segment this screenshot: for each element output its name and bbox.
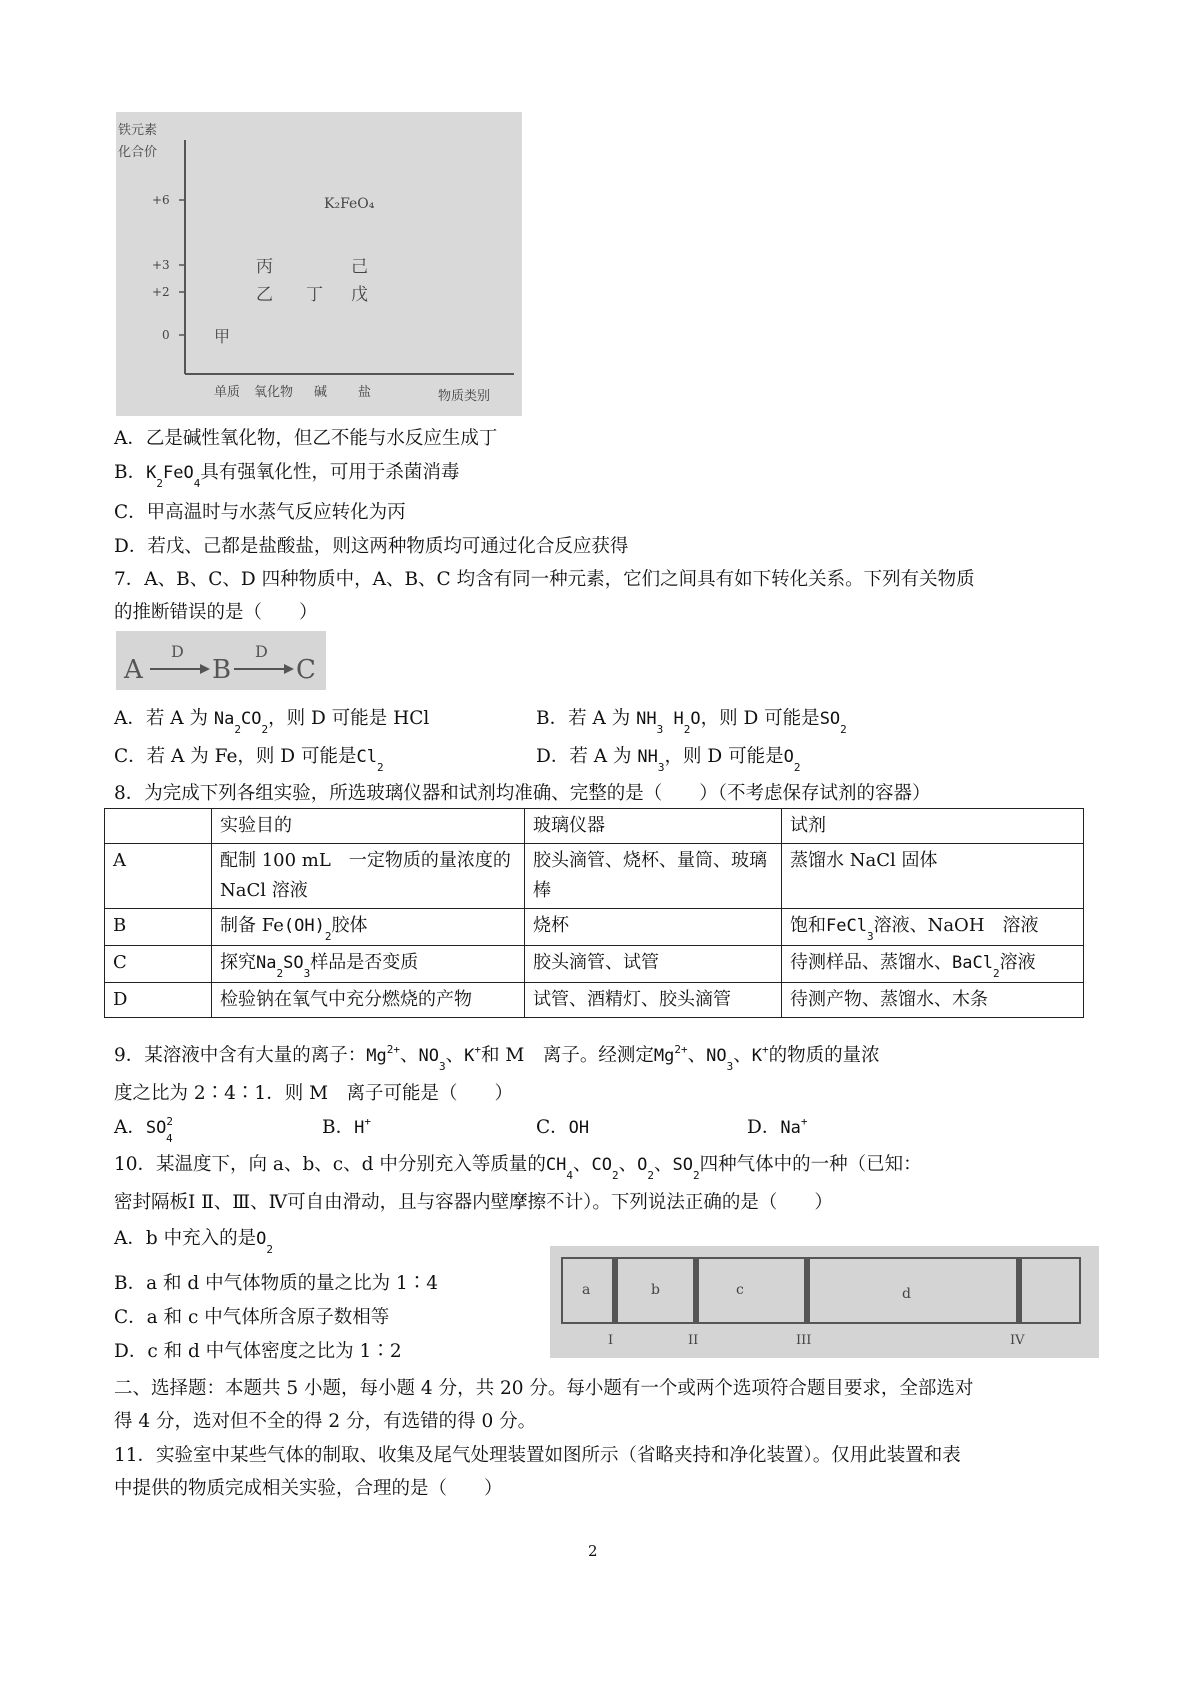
q7-option-b-tail: ，则 D 可能是 [700,708,820,729]
table-header-cell [105,809,212,844]
q7-option-c [114,745,384,774]
q9-option-a-label: A． [114,1117,146,1138]
formula-cl2: $Cl_2$ [356,747,384,774]
fig1-ji: 己 [351,257,368,277]
q7-conversion-svg [116,631,326,690]
q7-fig-d2: D [255,642,268,661]
q10-option-c: C．a 和 c 中气体所含原子数相等 [114,1307,390,1328]
q7-option-a [114,707,430,736]
formula-ch4: $CH_4$ [545,1155,573,1182]
table-row [105,946,1084,983]
q8-stem: 8．为完成下列各组实验，所选玻璃仪器和试剂均准确、完整的是（ ）（不考虑保存试剂的容器） [114,783,931,804]
q9-option-c [536,1116,589,1140]
table-row [105,844,1084,909]
ion-oh: OH [568,1118,590,1138]
fig1-yi: 乙 [256,285,273,305]
row-reagent [782,946,1084,983]
ion-k-2: K+ [751,1043,769,1066]
q10-option-a [114,1227,273,1256]
section2-line2: 得 4 分，选对但不全的得 2 分，有选错的得 0 分。 [114,1411,537,1432]
q9-text-g: 的物质的量浓 [768,1045,880,1066]
fig1-xlabel: 物质类别 [438,389,491,404]
q10-text-b: 四种气体中的一种（已知： [699,1154,922,1175]
row-reagent: 蒸馏水 NaCl 固体 [782,844,1084,909]
q9-option-d [747,1116,807,1142]
row-purpose-pre: 探究 [220,952,256,973]
formula-nh3h2o: $NH_3$ $H_2O$ [636,709,701,736]
q9-option-b-label: B． [322,1117,355,1138]
q10-fig-a: a [582,1282,591,1298]
page-number: 2 [588,1542,598,1560]
ion-no3: $NO_3$ [418,1046,446,1073]
q10-option-b: B．a 和 d 中气体物质的量之比为 1∶4 [114,1273,439,1294]
q9-option-d-label: D． [747,1117,781,1138]
q9-text-d: 和 M 离子。经测定 [481,1045,654,1066]
q10-stem-line1: 10．某温度下，向 a、b、c、d 中分别充入等质量的$CH_4$、$CO_2$、$O_2$、$SO_2$四种气体中的一种（已知： [114,1154,922,1182]
fig1-wu: 戊 [351,285,368,305]
row-reagent-post: 溶液 [999,952,1036,973]
row-label: D [105,983,212,1018]
ion-mg-2: $Mg^{2+}$ [653,1043,688,1066]
row-purpose [212,909,525,946]
fig1-tick-6: +6 [152,193,170,207]
q7-option-d-tail: ，则 D 可能是 [664,746,784,767]
q7-stem-line2: 的推断错误的是（ ） [114,602,318,623]
iron-valence-figure [116,112,522,416]
q7-option-a-label: A．若 A 为 [114,708,208,729]
fig1-compound: K₂FeO₄ [324,196,375,212]
fig1-ylabel-1: 铁元素 [118,123,158,138]
row-purpose [212,946,525,983]
fig1-xcat-2: 氧化物 [254,385,294,400]
fig1-tick-0: 0 [162,328,170,342]
q6-option-a: A．乙是碱性氧化物，但乙不能与水反应生成丁 [114,428,498,449]
q9-option-c-label: C． [536,1117,569,1138]
row-reagent-mid: 溶液、NaOH 溶液 [873,915,1039,936]
fig1-xcat-3: 碱 [314,385,328,400]
table-header-cell: 实验目的 [212,809,525,844]
formula-feoh3: $(OH)_2$ [283,916,332,943]
q11-stem-line2: 中提供的物质完成相关实验，合理的是（ ） [114,1478,503,1499]
row-glass: 烧杯 [525,909,782,946]
q7-option-d [536,745,801,774]
ion-h: H+ [354,1115,371,1138]
formula-bacl2: BaCl$_2$ [952,953,1000,980]
q6-option-d: D．若戊、己都是盐酸盐，则这两种物质均可通过化合反应获得 [114,536,629,557]
row-reagent [782,909,1084,946]
row-reagent: 待测产物、蒸馏水、木条 [782,983,1084,1018]
q10-container-figure [550,1246,1099,1358]
q8-table [104,808,1084,1018]
q7-fig-d1: D [171,642,184,661]
table-row [105,983,1084,1018]
ion-na: Na+ [780,1115,808,1138]
ion-mg: $Mg^{2+}$ [366,1043,401,1066]
q10-fig-p4: IV [1010,1333,1025,1348]
q10-fig-p3: III [796,1333,812,1348]
fig1-bing: 丙 [256,257,273,277]
q7-option-b-label: B．若 A 为 [536,708,631,729]
table-header-row [105,809,1084,844]
q7-fig-c: C [296,655,316,685]
formula-so2-q10: $SO_2$ [672,1155,700,1182]
q7-option-b [536,707,847,736]
table-header-cell: 试剂 [782,809,1084,844]
q9-text-a: 9．某溶液中含有大量的离子： [114,1045,367,1066]
q6-option-b [114,461,460,490]
fig1-tick-3: +3 [152,258,170,272]
formula-k2feo4: $K_2FeO_4$ [146,463,201,490]
formula-o2-q10a: $O_2$ [256,1229,273,1256]
q10-fig-p2: II [688,1333,699,1348]
table-header-cell: 玻璃仪器 [525,809,782,844]
q10-option-a-label: A．b 中充入的是 [114,1228,257,1249]
fig1-ding: 丁 [306,285,323,305]
row-reagent-pre: 待测样品、蒸馏水、 [790,952,952,973]
formula-co2: $CO_2$ [591,1155,619,1182]
formula-nh3: $NH_3$ [637,747,665,774]
row-reagent-pre: 饱和 [790,915,826,936]
row-purpose: 配制 100 mL 一定物质的量浓度的 NaCl 溶液 [212,844,525,909]
q10-fig-p1: I [608,1333,614,1348]
q6-option-b-label: B． [114,462,147,483]
q10-container-svg [550,1246,1099,1358]
q7-option-a-tail: ，则 D 可能是 HCl [268,708,430,729]
q10-fig-b: b [651,1282,660,1298]
q10-stem-line2: 密封隔板Ⅰ Ⅱ、Ⅲ、Ⅳ可自由滑动，且与容器内壁摩擦不计）。下列说法正确的是（ ） [114,1192,833,1213]
table-row [105,909,1084,946]
section2-line1: 二、选择题：本题共 5 小题，每小题 4 分，共 20 分。每小题有一个或两个选项符合题目要求，全部选对 [114,1378,974,1399]
row-label: B [105,909,212,946]
q9-text-b: 、 [400,1045,419,1066]
row-glass: 胶头滴管、烧杯、量筒、玻璃棒 [525,844,782,909]
row-purpose-pre: 制备 Fe [220,915,284,936]
q10-fig-d: d [902,1286,911,1302]
formula-na2so3: $Na_2SO_3$ [256,953,311,980]
row-purpose-post: 样品是否变质 [310,952,419,973]
row-glass: 胶头滴管、试管 [525,946,782,983]
q9-text-e: 、 [687,1045,707,1066]
q7-fig-b: B [212,655,232,685]
q9-stem-line2: 度之比为 2∶4∶1．则 M 离子可能是（ ） [114,1083,514,1104]
q7-fig-a: A [124,655,143,685]
ion-no3-2: $NO_3$ [706,1046,734,1073]
formula-o2: $O_2$ [783,747,801,774]
q9-option-a [114,1115,173,1145]
q6-option-c: C．甲高温时与水蒸气反应转化为丙 [114,502,406,523]
iron-valence-svg [116,112,522,416]
fig1-tick-2: +2 [152,285,170,299]
q9-text-c: 、 [445,1045,465,1066]
formula-so2: $SO_2$ [819,709,847,736]
row-label: A [105,844,212,909]
q10-option-d: D．c 和 d 中气体密度之比为 1∶2 [114,1341,402,1362]
fig1-xcat-1: 单质 [214,385,241,400]
row-purpose: 检验钠在氧气中充分燃烧的产物 [212,983,525,1018]
row-purpose-post: 胶体 [331,915,368,936]
q9-option-b [322,1116,371,1142]
formula-fecl3: FeCl$_3$ [826,916,874,943]
ion-k: K+ [464,1043,482,1066]
fig1-ylabel-2: 化合价 [118,145,158,160]
q7-option-d-label: D．若 A 为 [536,746,632,767]
q7-conversion-figure [116,631,326,690]
fig1-xcat-4: 盐 [358,385,372,400]
formula-na2co3: $Na_2CO_2$ [213,709,269,736]
q11-stem-line1: 11．实验室中某些气体的制取、收集及尾气处理装置如图所示（省略夹持和净化装置）。仅用此装置和表 [114,1445,961,1466]
q6-option-b-text: 具有强氧化性，可用于杀菌消毒 [200,462,460,483]
q9-text-f: 、 [733,1045,752,1066]
q10-fig-c: c [736,1282,744,1298]
formula-o2-q10: $O_2$ [637,1155,655,1182]
row-label: C [105,946,212,983]
ion-so4: $SO^2_4$ [145,1115,173,1145]
q9-stem-line1 [114,1043,880,1073]
q7-stem-line1: 7．A、B、C、D 四种物质中，A、B、C 均含有同一种元素，它们之间具有如下转化关系。下列有关物质 [114,569,975,590]
q10-text-a: 10．某温度下，向 a、b、c、d 中分别充入等质量的 [114,1154,546,1175]
row-glass: 试管、酒精灯、胶头滴管 [525,983,782,1018]
fig1-jia: 甲 [214,327,231,346]
q7-option-c-label: C．若 A 为 Fe，则 D 可能是 [114,746,357,767]
